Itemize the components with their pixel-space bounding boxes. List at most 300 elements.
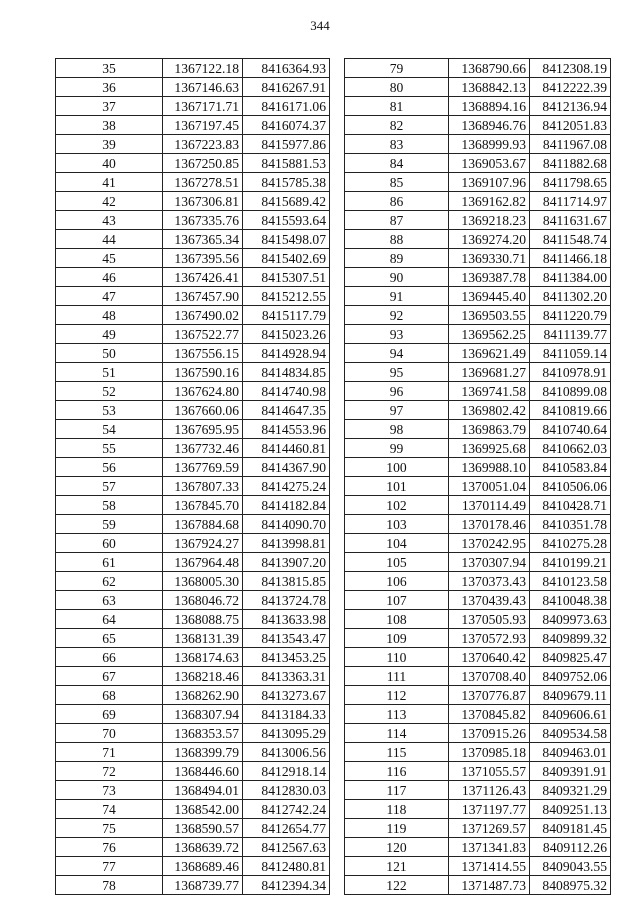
point-number-cell: 66	[56, 648, 163, 667]
point-number-cell: 121	[345, 857, 449, 876]
table-row	[345, 439, 611, 458]
y-coordinate-cell: 8410275.28	[530, 534, 611, 553]
table-row	[56, 705, 330, 724]
table-row	[56, 306, 330, 325]
y-coordinate-cell: 8415689.42	[243, 192, 330, 211]
point-number-cell: 94	[345, 344, 449, 363]
x-coordinate-cell: 1368446.60	[163, 762, 243, 781]
table-row	[345, 173, 611, 192]
y-coordinate-cell: 8412394.34	[243, 876, 330, 895]
y-coordinate-cell: 8415498.07	[243, 230, 330, 249]
x-coordinate-cell: 1368399.79	[163, 743, 243, 762]
y-coordinate-cell: 8409463.01	[530, 743, 611, 762]
y-coordinate-cell: 8415881.53	[243, 154, 330, 173]
x-coordinate-cell: 1369162.82	[449, 192, 530, 211]
table-row	[345, 306, 611, 325]
table-row	[56, 249, 330, 268]
x-coordinate-cell: 1371341.83	[449, 838, 530, 857]
x-coordinate-cell: 1369503.55	[449, 306, 530, 325]
y-coordinate-cell: 8410123.58	[530, 572, 611, 591]
table-row	[345, 325, 611, 344]
y-coordinate-cell: 8413998.81	[243, 534, 330, 553]
table-row	[56, 116, 330, 135]
table-row	[56, 78, 330, 97]
point-number-cell: 56	[56, 458, 163, 477]
table-row	[345, 420, 611, 439]
x-coordinate-cell: 1370708.40	[449, 667, 530, 686]
y-coordinate-cell: 8415593.64	[243, 211, 330, 230]
x-coordinate-cell: 1371055.57	[449, 762, 530, 781]
y-coordinate-cell: 8411139.77	[530, 325, 611, 344]
point-number-cell: 87	[345, 211, 449, 230]
y-coordinate-cell: 8414740.98	[243, 382, 330, 401]
x-coordinate-cell: 1371126.43	[449, 781, 530, 800]
point-number-cell: 98	[345, 420, 449, 439]
table-row	[345, 629, 611, 648]
x-coordinate-cell: 1367490.02	[163, 306, 243, 325]
x-coordinate-cell: 1370640.42	[449, 648, 530, 667]
y-coordinate-cell: 8412051.83	[530, 116, 611, 135]
x-coordinate-cell: 1370845.82	[449, 705, 530, 724]
point-number-cell: 100	[345, 458, 449, 477]
x-coordinate-cell: 1367335.76	[163, 211, 243, 230]
y-coordinate-cell: 8414553.96	[243, 420, 330, 439]
coordinates-table-left-body	[56, 59, 330, 895]
y-coordinate-cell: 8416074.37	[243, 116, 330, 135]
table-row	[56, 819, 330, 838]
point-number-cell: 70	[56, 724, 163, 743]
x-coordinate-cell: 1370373.43	[449, 572, 530, 591]
x-coordinate-cell: 1367732.46	[163, 439, 243, 458]
table-row	[345, 743, 611, 762]
table-row	[345, 876, 611, 895]
x-coordinate-cell: 1368590.57	[163, 819, 243, 838]
y-coordinate-cell: 8410048.38	[530, 591, 611, 610]
y-coordinate-cell: 8409391.91	[530, 762, 611, 781]
x-coordinate-cell: 1367924.27	[163, 534, 243, 553]
point-number-cell: 36	[56, 78, 163, 97]
y-coordinate-cell: 8415212.55	[243, 287, 330, 306]
table-row	[56, 534, 330, 553]
y-coordinate-cell: 8413184.33	[243, 705, 330, 724]
x-coordinate-cell: 1368999.93	[449, 135, 530, 154]
x-coordinate-cell: 1369218.23	[449, 211, 530, 230]
y-coordinate-cell: 8409043.55	[530, 857, 611, 876]
point-number-cell: 91	[345, 287, 449, 306]
y-coordinate-cell: 8413543.47	[243, 629, 330, 648]
point-number-cell: 39	[56, 135, 163, 154]
table-row	[56, 667, 330, 686]
y-coordinate-cell: 8411548.74	[530, 230, 611, 249]
x-coordinate-cell: 1367807.33	[163, 477, 243, 496]
y-coordinate-cell: 8413815.85	[243, 572, 330, 591]
x-coordinate-cell: 1370572.93	[449, 629, 530, 648]
point-number-cell: 102	[345, 496, 449, 515]
y-coordinate-cell: 8410199.21	[530, 553, 611, 572]
x-coordinate-cell: 1368739.77	[163, 876, 243, 895]
table-row	[56, 287, 330, 306]
point-number-cell: 52	[56, 382, 163, 401]
y-coordinate-cell: 8409973.63	[530, 610, 611, 629]
y-coordinate-cell: 8415977.86	[243, 135, 330, 154]
table-row	[345, 534, 611, 553]
point-number-cell: 77	[56, 857, 163, 876]
table-row	[345, 59, 611, 78]
x-coordinate-cell: 1368005.30	[163, 572, 243, 591]
x-coordinate-cell: 1370051.04	[449, 477, 530, 496]
y-coordinate-cell: 8411059.14	[530, 344, 611, 363]
point-number-cell: 95	[345, 363, 449, 382]
table-row	[56, 743, 330, 762]
x-coordinate-cell: 1367365.34	[163, 230, 243, 249]
table-row	[345, 553, 611, 572]
y-coordinate-cell: 8410740.64	[530, 420, 611, 439]
point-number-cell: 48	[56, 306, 163, 325]
point-number-cell: 60	[56, 534, 163, 553]
point-number-cell: 105	[345, 553, 449, 572]
point-number-cell: 49	[56, 325, 163, 344]
x-coordinate-cell: 1371414.55	[449, 857, 530, 876]
point-number-cell: 63	[56, 591, 163, 610]
table-row	[56, 59, 330, 78]
x-coordinate-cell: 1368307.94	[163, 705, 243, 724]
point-number-cell: 84	[345, 154, 449, 173]
point-number-cell: 73	[56, 781, 163, 800]
x-coordinate-cell: 1369863.79	[449, 420, 530, 439]
point-number-cell: 78	[56, 876, 163, 895]
x-coordinate-cell: 1368894.16	[449, 97, 530, 116]
y-coordinate-cell: 8410506.06	[530, 477, 611, 496]
x-coordinate-cell: 1370242.95	[449, 534, 530, 553]
point-number-cell: 40	[56, 154, 163, 173]
point-number-cell: 85	[345, 173, 449, 192]
table-row	[345, 515, 611, 534]
x-coordinate-cell: 1370439.43	[449, 591, 530, 610]
point-number-cell: 114	[345, 724, 449, 743]
table-row	[56, 458, 330, 477]
point-number-cell: 117	[345, 781, 449, 800]
table-row	[345, 230, 611, 249]
x-coordinate-cell: 1370915.26	[449, 724, 530, 743]
point-number-cell: 96	[345, 382, 449, 401]
point-number-cell: 41	[56, 173, 163, 192]
table-row	[345, 857, 611, 876]
y-coordinate-cell: 8412654.77	[243, 819, 330, 838]
x-coordinate-cell: 1367122.18	[163, 59, 243, 78]
y-coordinate-cell: 8415785.38	[243, 173, 330, 192]
x-coordinate-cell: 1368262.90	[163, 686, 243, 705]
y-coordinate-cell: 8409534.58	[530, 724, 611, 743]
table-row	[345, 686, 611, 705]
y-coordinate-cell: 8415023.26	[243, 325, 330, 344]
table-row	[345, 135, 611, 154]
coordinates-table-right	[344, 58, 611, 895]
point-number-cell: 103	[345, 515, 449, 534]
point-number-cell: 109	[345, 629, 449, 648]
x-coordinate-cell: 1367250.85	[163, 154, 243, 173]
point-number-cell: 57	[56, 477, 163, 496]
point-number-cell: 37	[56, 97, 163, 116]
table-row	[345, 800, 611, 819]
point-number-cell: 76	[56, 838, 163, 857]
point-number-cell: 81	[345, 97, 449, 116]
table-row	[56, 496, 330, 515]
point-number-cell: 101	[345, 477, 449, 496]
table-row	[345, 667, 611, 686]
point-number-cell: 112	[345, 686, 449, 705]
x-coordinate-cell: 1367660.06	[163, 401, 243, 420]
x-coordinate-cell: 1369274.20	[449, 230, 530, 249]
point-number-cell: 69	[56, 705, 163, 724]
x-coordinate-cell: 1370985.18	[449, 743, 530, 762]
x-coordinate-cell: 1367964.48	[163, 553, 243, 572]
y-coordinate-cell: 8412742.24	[243, 800, 330, 819]
table-row	[345, 97, 611, 116]
x-coordinate-cell: 1367769.59	[163, 458, 243, 477]
x-coordinate-cell: 1367457.90	[163, 287, 243, 306]
y-coordinate-cell: 8416171.06	[243, 97, 330, 116]
point-number-cell: 68	[56, 686, 163, 705]
table-row	[56, 515, 330, 534]
x-coordinate-cell: 1368790.66	[449, 59, 530, 78]
y-coordinate-cell: 8411798.65	[530, 173, 611, 192]
point-number-cell: 67	[56, 667, 163, 686]
x-coordinate-cell: 1371487.73	[449, 876, 530, 895]
point-number-cell: 64	[56, 610, 163, 629]
y-coordinate-cell: 8416364.93	[243, 59, 330, 78]
point-number-cell: 80	[345, 78, 449, 97]
table-row	[56, 439, 330, 458]
table-row	[56, 857, 330, 876]
point-number-cell: 53	[56, 401, 163, 420]
x-coordinate-cell: 1370505.93	[449, 610, 530, 629]
table-row	[345, 344, 611, 363]
y-coordinate-cell: 8412918.14	[243, 762, 330, 781]
point-number-cell: 82	[345, 116, 449, 135]
point-number-cell: 86	[345, 192, 449, 211]
y-coordinate-cell: 8416267.91	[243, 78, 330, 97]
y-coordinate-cell: 8411631.67	[530, 211, 611, 230]
table-row	[56, 382, 330, 401]
table-row	[345, 762, 611, 781]
y-coordinate-cell: 8409321.29	[530, 781, 611, 800]
y-coordinate-cell: 8413273.67	[243, 686, 330, 705]
x-coordinate-cell: 1371197.77	[449, 800, 530, 819]
table-row	[345, 591, 611, 610]
y-coordinate-cell: 8410819.66	[530, 401, 611, 420]
table-row	[56, 401, 330, 420]
point-number-cell: 108	[345, 610, 449, 629]
y-coordinate-cell: 8414275.24	[243, 477, 330, 496]
point-number-cell: 43	[56, 211, 163, 230]
point-number-cell: 59	[56, 515, 163, 534]
point-number-cell: 55	[56, 439, 163, 458]
point-number-cell: 42	[56, 192, 163, 211]
x-coordinate-cell: 1369387.78	[449, 268, 530, 287]
point-number-cell: 110	[345, 648, 449, 667]
x-coordinate-cell: 1370307.94	[449, 553, 530, 572]
x-coordinate-cell: 1367278.51	[163, 173, 243, 192]
point-number-cell: 51	[56, 363, 163, 382]
y-coordinate-cell: 8413095.29	[243, 724, 330, 743]
x-coordinate-cell: 1369445.40	[449, 287, 530, 306]
y-coordinate-cell: 8413363.31	[243, 667, 330, 686]
y-coordinate-cell: 8413453.25	[243, 648, 330, 667]
table-row	[345, 781, 611, 800]
table-row	[56, 477, 330, 496]
point-number-cell: 116	[345, 762, 449, 781]
table-row	[56, 648, 330, 667]
point-number-cell: 120	[345, 838, 449, 857]
x-coordinate-cell: 1367845.70	[163, 496, 243, 515]
y-coordinate-cell: 8409251.13	[530, 800, 611, 819]
table-row	[56, 724, 330, 743]
x-coordinate-cell: 1367522.77	[163, 325, 243, 344]
point-number-cell: 113	[345, 705, 449, 724]
y-coordinate-cell: 8411466.18	[530, 249, 611, 268]
table-row	[345, 648, 611, 667]
x-coordinate-cell: 1369681.27	[449, 363, 530, 382]
coordinates-table-right-body	[345, 59, 611, 895]
x-coordinate-cell: 1369107.96	[449, 173, 530, 192]
x-coordinate-cell: 1368174.63	[163, 648, 243, 667]
table-row	[56, 344, 330, 363]
point-number-cell: 107	[345, 591, 449, 610]
x-coordinate-cell: 1369741.58	[449, 382, 530, 401]
y-coordinate-cell: 8414367.90	[243, 458, 330, 477]
y-coordinate-cell: 8409825.47	[530, 648, 611, 667]
x-coordinate-cell: 1368689.46	[163, 857, 243, 876]
y-coordinate-cell: 8414928.94	[243, 344, 330, 363]
point-number-cell: 119	[345, 819, 449, 838]
point-number-cell: 44	[56, 230, 163, 249]
point-number-cell: 74	[56, 800, 163, 819]
point-number-cell: 111	[345, 667, 449, 686]
x-coordinate-cell: 1369053.67	[449, 154, 530, 173]
table-row	[345, 401, 611, 420]
x-coordinate-cell: 1368639.72	[163, 838, 243, 857]
table-row	[345, 705, 611, 724]
point-number-cell: 99	[345, 439, 449, 458]
y-coordinate-cell: 8414647.35	[243, 401, 330, 420]
table-row	[345, 458, 611, 477]
x-coordinate-cell: 1367306.81	[163, 192, 243, 211]
table-row	[345, 819, 611, 838]
x-coordinate-cell: 1367146.63	[163, 78, 243, 97]
y-coordinate-cell: 8410662.03	[530, 439, 611, 458]
table-row	[345, 477, 611, 496]
x-coordinate-cell: 1370776.87	[449, 686, 530, 705]
table-row	[56, 135, 330, 154]
y-coordinate-cell: 8411302.20	[530, 287, 611, 306]
point-number-cell: 45	[56, 249, 163, 268]
x-coordinate-cell: 1368218.46	[163, 667, 243, 686]
y-coordinate-cell: 8412480.81	[243, 857, 330, 876]
y-coordinate-cell: 8411384.00	[530, 268, 611, 287]
point-number-cell: 54	[56, 420, 163, 439]
y-coordinate-cell: 8409606.61	[530, 705, 611, 724]
table-row	[56, 230, 330, 249]
point-number-cell: 71	[56, 743, 163, 762]
x-coordinate-cell: 1371269.57	[449, 819, 530, 838]
table-row	[56, 325, 330, 344]
table-row	[56, 572, 330, 591]
table-row	[56, 363, 330, 382]
y-coordinate-cell: 8410428.71	[530, 496, 611, 515]
y-coordinate-cell: 8415307.51	[243, 268, 330, 287]
x-coordinate-cell: 1367884.68	[163, 515, 243, 534]
y-coordinate-cell: 8412567.63	[243, 838, 330, 857]
y-coordinate-cell: 8413633.98	[243, 610, 330, 629]
x-coordinate-cell: 1368131.39	[163, 629, 243, 648]
x-coordinate-cell: 1369621.49	[449, 344, 530, 363]
table-row	[56, 781, 330, 800]
table-row	[345, 287, 611, 306]
table-row	[56, 211, 330, 230]
y-coordinate-cell: 8412136.94	[530, 97, 611, 116]
y-coordinate-cell: 8412308.19	[530, 59, 611, 78]
point-number-cell: 50	[56, 344, 163, 363]
y-coordinate-cell: 8414460.81	[243, 439, 330, 458]
x-coordinate-cell: 1367171.71	[163, 97, 243, 116]
point-number-cell: 61	[56, 553, 163, 572]
y-coordinate-cell: 8409112.26	[530, 838, 611, 857]
x-coordinate-cell: 1368088.75	[163, 610, 243, 629]
table-row	[56, 268, 330, 287]
point-number-cell: 62	[56, 572, 163, 591]
point-number-cell: 88	[345, 230, 449, 249]
table-row	[345, 249, 611, 268]
table-row	[56, 173, 330, 192]
y-coordinate-cell: 8411220.79	[530, 306, 611, 325]
y-coordinate-cell: 8408975.32	[530, 876, 611, 895]
x-coordinate-cell: 1368494.01	[163, 781, 243, 800]
table-row	[345, 268, 611, 287]
y-coordinate-cell: 8410351.78	[530, 515, 611, 534]
table-row	[345, 382, 611, 401]
point-number-cell: 90	[345, 268, 449, 287]
y-coordinate-cell: 8409752.06	[530, 667, 611, 686]
point-number-cell: 115	[345, 743, 449, 762]
y-coordinate-cell: 8415117.79	[243, 306, 330, 325]
y-coordinate-cell: 8410978.91	[530, 363, 611, 382]
point-number-cell: 79	[345, 59, 449, 78]
point-number-cell: 46	[56, 268, 163, 287]
x-coordinate-cell: 1369330.71	[449, 249, 530, 268]
table-row	[56, 800, 330, 819]
x-coordinate-cell: 1370178.46	[449, 515, 530, 534]
table-row	[56, 610, 330, 629]
x-coordinate-cell: 1367695.95	[163, 420, 243, 439]
table-row	[345, 363, 611, 382]
table-row	[56, 686, 330, 705]
y-coordinate-cell: 8414182.84	[243, 496, 330, 515]
y-coordinate-cell: 8413724.78	[243, 591, 330, 610]
point-number-cell: 89	[345, 249, 449, 268]
point-number-cell: 58	[56, 496, 163, 515]
table-row	[345, 211, 611, 230]
y-coordinate-cell: 8411714.97	[530, 192, 611, 211]
x-coordinate-cell: 1368353.57	[163, 724, 243, 743]
table-row	[345, 78, 611, 97]
y-coordinate-cell: 8414090.70	[243, 515, 330, 534]
x-coordinate-cell: 1367426.41	[163, 268, 243, 287]
coordinates-table-left	[55, 58, 330, 895]
x-coordinate-cell: 1369988.10	[449, 458, 530, 477]
x-coordinate-cell: 1367395.56	[163, 249, 243, 268]
table-row	[345, 116, 611, 135]
table-row	[56, 591, 330, 610]
